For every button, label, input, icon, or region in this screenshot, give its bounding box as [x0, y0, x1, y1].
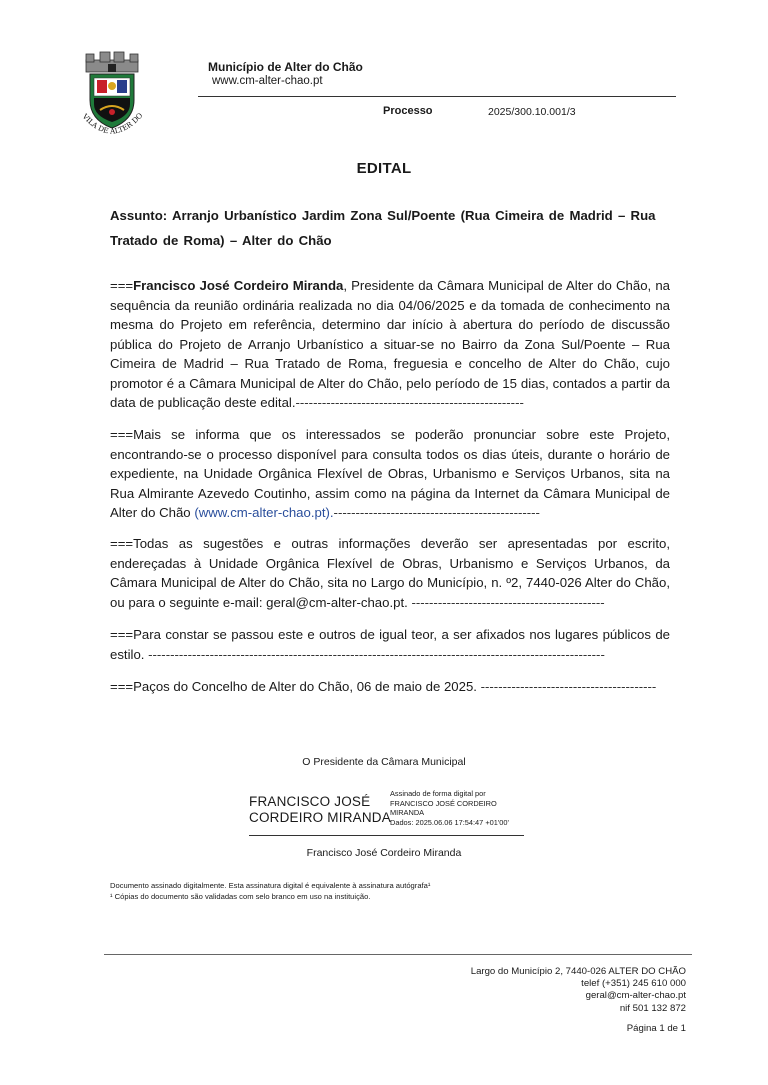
municipality-website: www.cm-alter-chao.pt	[212, 75, 323, 87]
digital-signature-info	[390, 789, 509, 827]
paragraph-posting	[110, 625, 670, 664]
website-link[interactable]: (www.cm-alter-chao.pt).	[194, 505, 334, 520]
paragraph-text: ===Para constar se passou este e outros de igual teor, a ser afixados nos lugares públicos de estilo.	[110, 627, 670, 662]
signature-info-line: FRANCISCO JOSÉ CORDEIRO	[390, 798, 497, 808]
footnote-line: Documento assinado digitalmente. Esta assinatura digital é equivalente à assinatura autógrafa¹	[110, 881, 431, 890]
footer-nif: nif 501 132 872	[619, 1002, 686, 1014]
paragraph-prefix: ===	[110, 278, 134, 293]
footer-email[interactable]: geral@cm-alter-chao.pt	[585, 990, 686, 1002]
paragraph-text: , Presidente da Câmara Municipal de Alter do Chão, na sequência da reunião ordinária realizada no dia 04/06/2025 e da tomada de conhecimento na mesma do Projeto em referência, determino dar início à abertura do período de discussão pública do Projeto de Arranjo Urbanístico a situar-se no Bairro da Zona Sul/Poente – Rua Cimeira de Madrid – Rua Tratado de Roma, freguesia e concelho de Alter do Chão, cujo promotor é a Câmara Municipal de Alter do Chão, pelo período de 15 dias, contados a partir da data de publicação deste edital.	[110, 278, 670, 410]
paragraph-text: ===Mais se informa que os interessados se poderão pronunciar sobre este Projeto, encontrando-se o processo disponível para consulta todos os dias úteis, durante o horário de expediente, na Unidade Orgânica Flexível de Obras, Urbanismo e Serviços Urbanos, sita na Rua Almirante Azevedo Coutinho, assim como na página da Internet da Câmara Municipal de Alter do Chão	[110, 427, 670, 520]
filler-dashes: ----------------------------------------------------	[295, 395, 524, 410]
footnote-line: ¹ Cópias do documento são validadas com selo branco em uso na instituição.	[110, 891, 371, 901]
svg-text:VILA DE ALTER DO CHÃO: VILA DE ALTER DO	[80, 110, 145, 136]
paragraph-text: ===Paços do Concelho de Alter do Chão, 06 de maio de 2025.	[110, 679, 481, 694]
signature-info-line: MIRANDA	[390, 808, 425, 818]
municipal-coat-of-arms-logo	[72, 50, 152, 146]
document-subject	[110, 203, 670, 253]
filler-dashes: ----------------------------------------	[480, 679, 657, 694]
process-number: 2025/300.10.001/3	[488, 106, 576, 118]
signature-name-line-2: CORDEIRO MIRANDA	[249, 810, 391, 825]
footer-divider	[104, 954, 692, 955]
filler-dashes: -----------------------------------------------	[333, 505, 540, 520]
paragraph-announcement	[110, 276, 670, 413]
signer-printed-name: Francisco José Cordeiro Miranda	[306, 847, 462, 859]
signature-info-date: Dados: 2025.06.06 17:54:47 +01'00'	[390, 817, 509, 827]
president-name: Francisco José Cordeiro Miranda	[133, 278, 344, 293]
signature-name-line-1: FRANCISCO JOSÉ	[249, 794, 371, 809]
signature-info-line: Assinado de forma digital por	[390, 789, 486, 798]
signature-heading: O Presidente da Câmara Municipal	[302, 756, 466, 768]
filler-dashes: --------------------------------------------	[411, 594, 605, 610]
process-label: Processo	[383, 105, 433, 117]
document-title: EDITAL	[356, 160, 412, 177]
filler-dashes: --------------------------------------------------------------------------------------------------------	[148, 646, 605, 662]
paragraph-date-place	[110, 677, 670, 697]
subject-text: Arranjo Urbanístico Jardim Zona Sul/Poente (Rua Cimeira de Madrid – Rua Tratado de Roma) – Alter do Chão	[110, 208, 656, 248]
signature-line	[249, 835, 524, 836]
paragraph-suggestions	[110, 534, 670, 612]
paragraph-text: ===Todas as sugestões e outras informações deverão ser apresentadas por escrito, endereçadas à Unidade Orgânica Flexível de Obras, Urbanismo e Serviços Urbanos, da Câmara Municipal de Alter do Chão, sita no Largo do Município, n. º2, 7440-026 Alter do Chão, ou para o seguinte e-mail: geral@cm-alter-chao.pt.	[110, 536, 670, 610]
subject-label: Assunto:	[110, 208, 168, 223]
footer-address: Largo do Município 2, 7440-026 ALTER DO CHÃO	[470, 966, 686, 977]
municipality-name: Município de Alter do Chão	[208, 60, 363, 74]
paragraph-consultation	[110, 425, 670, 523]
page-number: Página 1 de 1	[626, 1023, 686, 1034]
footer-phone: telef (+351) 245 610 000	[581, 978, 686, 990]
footer-contact	[471, 966, 686, 1015]
header-divider	[198, 96, 676, 97]
footnotes	[110, 881, 430, 902]
